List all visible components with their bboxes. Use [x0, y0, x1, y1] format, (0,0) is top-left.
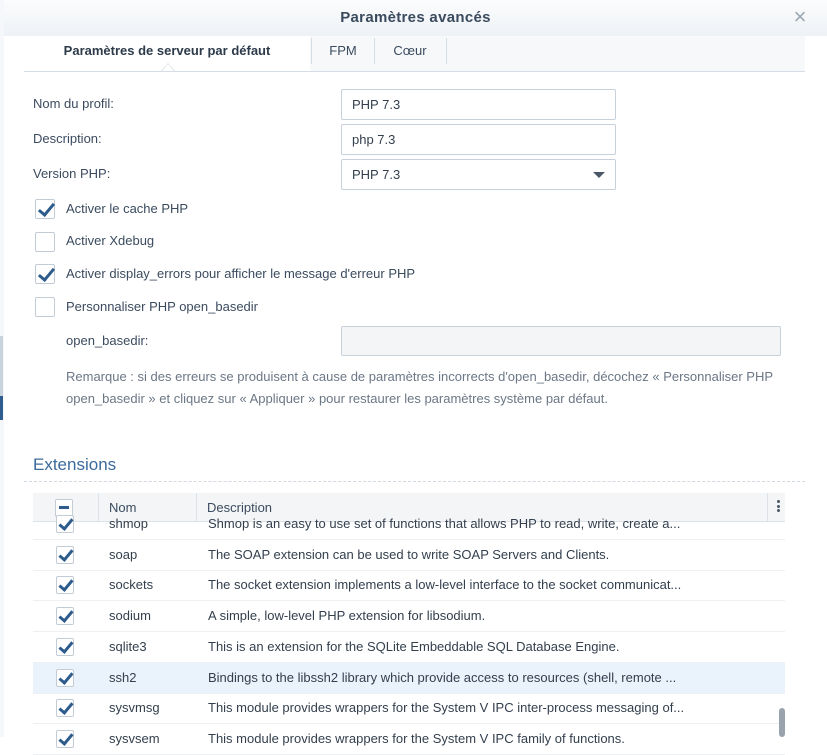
extension-description: The SOAP extension can be used to write SOAP Servers and Clients.	[208, 547, 610, 562]
enable-xdebug-checkbox[interactable]	[35, 232, 55, 252]
enable-xdebug-label: Activer Xdebug	[66, 233, 155, 248]
background-edge-mark-active	[0, 396, 3, 420]
row-checkbox[interactable]	[56, 515, 74, 533]
table-row[interactable]	[33, 509, 785, 540]
enable-php-cache-checkbox[interactable]	[35, 199, 55, 219]
extension-description: Shmop is an easy to use set of functions that allows PHP to read, write, create a...	[208, 516, 681, 531]
php-version-select[interactable]	[341, 159, 616, 190]
description-input[interactable]	[341, 124, 616, 155]
table-row[interactable]	[33, 540, 785, 571]
column-header-name[interactable]: Nom	[109, 500, 137, 515]
extensions-section-title: Extensions	[33, 455, 117, 474]
extension-name: sqlite3	[109, 639, 147, 654]
row-checkbox[interactable]	[56, 669, 74, 687]
profile-name-label: Nom du profil:	[33, 96, 114, 111]
table-row[interactable]	[33, 601, 785, 632]
extension-description: Bindings to the libssh2 library which provide access to resources (shell, remote ...	[208, 670, 677, 685]
row-checkbox[interactable]	[56, 546, 74, 564]
active-tab-indicator	[161, 63, 175, 71]
tab-fpm[interactable]: FPM	[329, 43, 357, 58]
row-checkbox[interactable]	[56, 730, 74, 748]
row-checkbox[interactable]	[56, 607, 74, 625]
row-checkbox[interactable]	[56, 576, 74, 594]
extension-name: sockets	[109, 577, 154, 592]
dialog-title: Paramètres avancés	[340, 9, 491, 26]
row-checkbox[interactable]	[56, 699, 74, 717]
extension-description: A simple, low-level PHP extension for libsodium.	[208, 608, 486, 623]
tab-core[interactable]: Cœur	[393, 43, 427, 58]
row-checkbox[interactable]	[56, 638, 74, 656]
dialog-titlebar	[4, 0, 827, 36]
extension-name: ssh2	[109, 670, 137, 685]
extension-name: sysvmsg	[109, 700, 160, 715]
extensions-grid	[33, 493, 785, 746]
table-row[interactable]	[33, 693, 785, 724]
php-version-value: PHP 7.3	[352, 167, 401, 182]
table-row[interactable]	[33, 632, 785, 663]
php-version-label: Version PHP:	[33, 166, 111, 181]
extension-name: sysvsem	[109, 731, 160, 746]
customize-open-basedir-checkbox[interactable]	[35, 297, 55, 317]
tab-separator	[446, 38, 447, 64]
extension-name: sodium	[109, 608, 151, 623]
table-row[interactable]	[33, 570, 785, 601]
tab-bar	[24, 36, 805, 72]
enable-display-errors-checkbox[interactable]	[35, 264, 55, 284]
open-basedir-label: open_basedir:	[66, 333, 149, 348]
extension-name: soap	[109, 547, 138, 562]
extension-description: This is an extension for the SQLite Embeddable SQL Database Engine.	[208, 639, 620, 654]
table-row-selected[interactable]	[33, 663, 785, 694]
enable-display-errors-label: Activer display_errors pour afficher le message d'erreur PHP	[66, 266, 416, 281]
extension-description: This module provides wrappers for the System V IPC inter-process messaging of...	[208, 700, 685, 715]
background-window-edge	[0, 0, 4, 737]
profile-name-input[interactable]	[341, 89, 616, 120]
extension-name: shmop	[109, 516, 149, 531]
close-icon[interactable]: ×	[793, 4, 807, 29]
chevron-down-icon	[593, 172, 605, 178]
table-row[interactable]	[33, 724, 785, 755]
column-header-description[interactable]: Description	[207, 500, 273, 515]
description-label: Description:	[33, 131, 102, 146]
customize-open-basedir-label: Personnaliser PHP open_basedir	[66, 299, 258, 314]
extension-description: This module provides wrappers for the System V IPC family of functions.	[208, 731, 625, 746]
tab-default-server-settings[interactable]: Paramètres de serveur par défaut	[24, 36, 310, 71]
extension-description: The socket extension implements a low-level interface to the socket communicat...	[208, 577, 682, 592]
section-divider	[24, 481, 805, 482]
enable-php-cache-label: Activer le cache PHP	[66, 201, 189, 216]
background-edge-mark	[0, 336, 3, 396]
open-basedir-input	[341, 326, 781, 356]
remark-text: Remarque : si des erreurs se produisent à cause de paramètres incorrects d'open_basedir, décochez « Personnaliser PHP open_basedir » et cliquez sur « Appliquer » pour restaurer les paramètres système par défaut.	[66, 369, 773, 406]
grid-scrollbar[interactable]	[779, 708, 785, 737]
